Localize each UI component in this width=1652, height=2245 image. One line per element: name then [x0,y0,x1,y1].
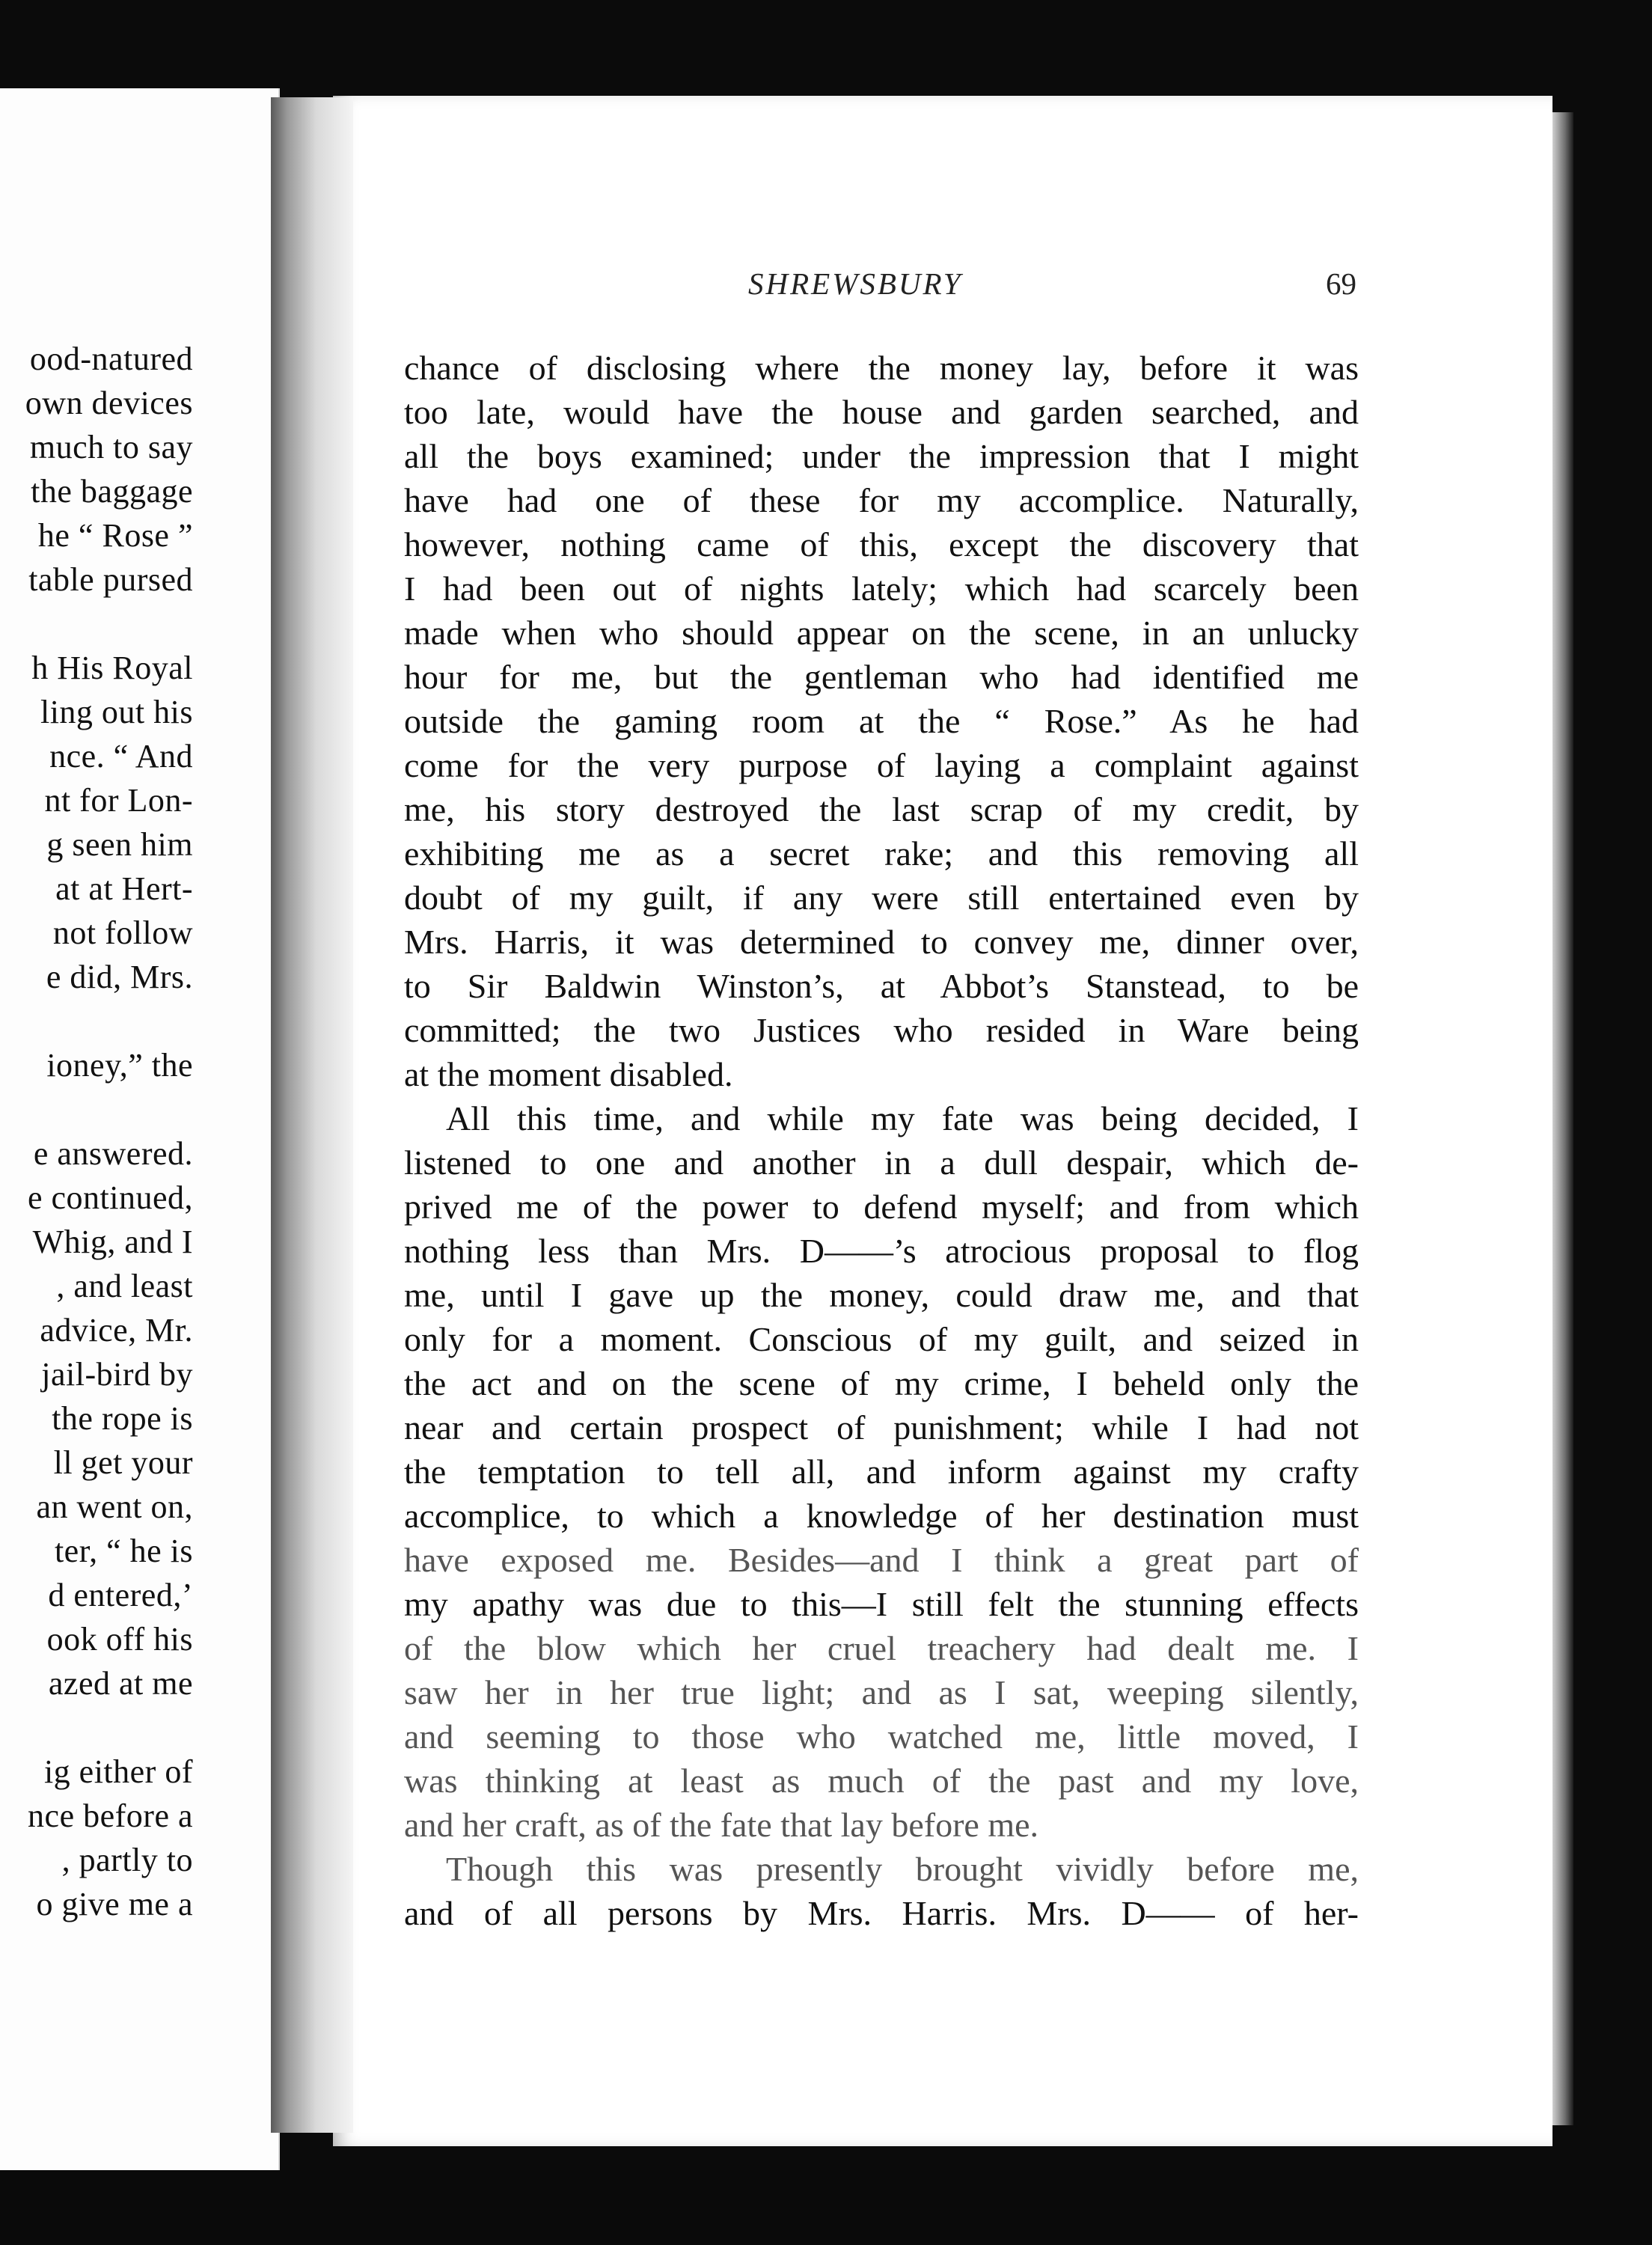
running-head: SHREWSBURY [748,266,963,301]
text-line: and of all persons by Mrs. Harris. Mrs. D—— of her- [404,1894,1359,1932]
left-page-line: the rope is [52,1400,193,1437]
text-line: too late, would have the house and garden searched, and [404,393,1359,431]
left-page-line: Whig, and I [32,1224,193,1260]
text-line: Mrs. Harris, it was determined to convey me, dinner over, [404,923,1359,961]
text-line: me, until I gave up the money, could draw me, and that [404,1276,1359,1314]
text-line: doubt of my guilt, if any were still entertained even by [404,879,1359,917]
left-page-line: ter, “ he is [54,1533,193,1569]
left-page-line: ling out his [40,694,193,730]
text-line: I had been out of nights lately; which had scarcely been [404,569,1359,608]
left-page-line: nce. “ And [49,738,193,775]
text-line: made when who should appear on the scene, in an unlucky [404,614,1359,652]
left-page-line: , and least [56,1268,193,1304]
page-number: 69 [1326,266,1356,301]
text-line: me, his story destroyed the last scrap of my credit, by [404,790,1359,828]
text-line: all the boys examined; under the impression that I might [404,437,1359,475]
left-page-line: ll get your [53,1444,193,1481]
left-page-line: g seen him [46,826,193,863]
left-page [0,88,280,2184]
left-page-line: ioney,” the [46,1047,193,1084]
text-line: committed; the two Justices who resided in Ware being [404,1011,1359,1049]
text-line: saw her in her true light; and as I sat, weeping silently, [404,1673,1359,1711]
left-page-line: own devices [25,385,193,421]
left-page-line: d entered,’ [48,1577,193,1613]
text-line: hour for me, but the gentleman who had identified me [404,658,1359,696]
text-line: my apathy was due to this—I still felt the stunning effects [404,1585,1359,1623]
left-page-line: ook off his [46,1621,193,1658]
text-line: have exposed me. Besides—and I think a great part of [404,1541,1359,1579]
left-page-line: advice, Mr. [40,1312,193,1348]
left-page-line: ig either of [43,1753,193,1790]
text-line: exhibiting me as a secret rake; and this removing all [404,834,1359,873]
left-page-line: at at Hert- [55,870,193,907]
text-line: only for a moment. Conscious of my guilt, and seized in [404,1320,1359,1358]
left-page-line: much to say [29,429,193,465]
text-line: nothing less than Mrs. D——’s atrocious proposal to flog [404,1232,1359,1270]
left-page-line: o give me a [36,1886,193,1922]
page-edge [1552,112,1573,2125]
text-line: the temptation to tell all, and inform against my crafty [404,1453,1359,1491]
text-line: the act and on the scene of my crime, I beheld only the [404,1364,1359,1402]
text-line: have had one of these for my accomplice. Naturally, [404,481,1359,519]
text-line: Though this was presently brought vividly before me, [446,1850,1359,1888]
left-page-line: e answered. [33,1135,193,1172]
left-page-line: table pursed [28,561,193,598]
left-page-line: jail-bird by [41,1356,193,1393]
text-line: All this time, and while my fate was being decided, I [446,1099,1359,1137]
text-line: come for the very purpose of laying a complaint against [404,746,1359,784]
left-page-line: not follow [52,914,193,951]
text-line: of the blow which her cruel treachery had dealt me. I [404,1629,1359,1667]
left-page-line: h His Royal [31,650,193,686]
text-line: however, nothing came of this, except the discovery that [404,525,1359,563]
page-body-text [404,346,1359,1935]
text-line: outside the gaming room at the “ Rose.” As he had [404,702,1359,740]
scan-bottom-strip [0,2170,1652,2245]
text-line: to Sir Baldwin Winston’s, at Abbot’s Stanstead, to be [404,967,1359,1005]
text-line: chance of disclosing where the money lay, before it was [404,349,1359,387]
book-gutter [271,97,353,2133]
left-page-line: he “ Rose ” [37,517,193,554]
text-line: was thinking at least as much of the past and my love, [404,1762,1359,1800]
left-page-line: the baggage [31,473,193,510]
text-line: and seeming to those who watched me, little moved, I [404,1717,1359,1756]
left-page-line: e did, Mrs. [46,959,193,995]
text-line: and her craft, as of the fate that lay before me. [404,1806,1039,1844]
left-page-line: , partly to [61,1842,193,1878]
text-line: prived me of the power to defend myself; and from which [404,1188,1359,1226]
text-line: listened to one and another in a dull despair, which de- [404,1143,1359,1182]
left-page-line: an went on, [36,1488,193,1525]
text-line: near and certain prospect of punishment; while I had not [404,1408,1359,1447]
text-line: accomplice, to which a knowledge of her destination must [404,1497,1359,1535]
left-page-line: nce before a [28,1797,193,1834]
left-page-line: azed at me [48,1665,193,1702]
left-page-line: ood-natured [29,340,193,377]
left-page-line: nt for Lon- [44,782,193,819]
left-page-line: e continued, [27,1179,193,1216]
text-line: at the moment disabled. [404,1055,733,1093]
